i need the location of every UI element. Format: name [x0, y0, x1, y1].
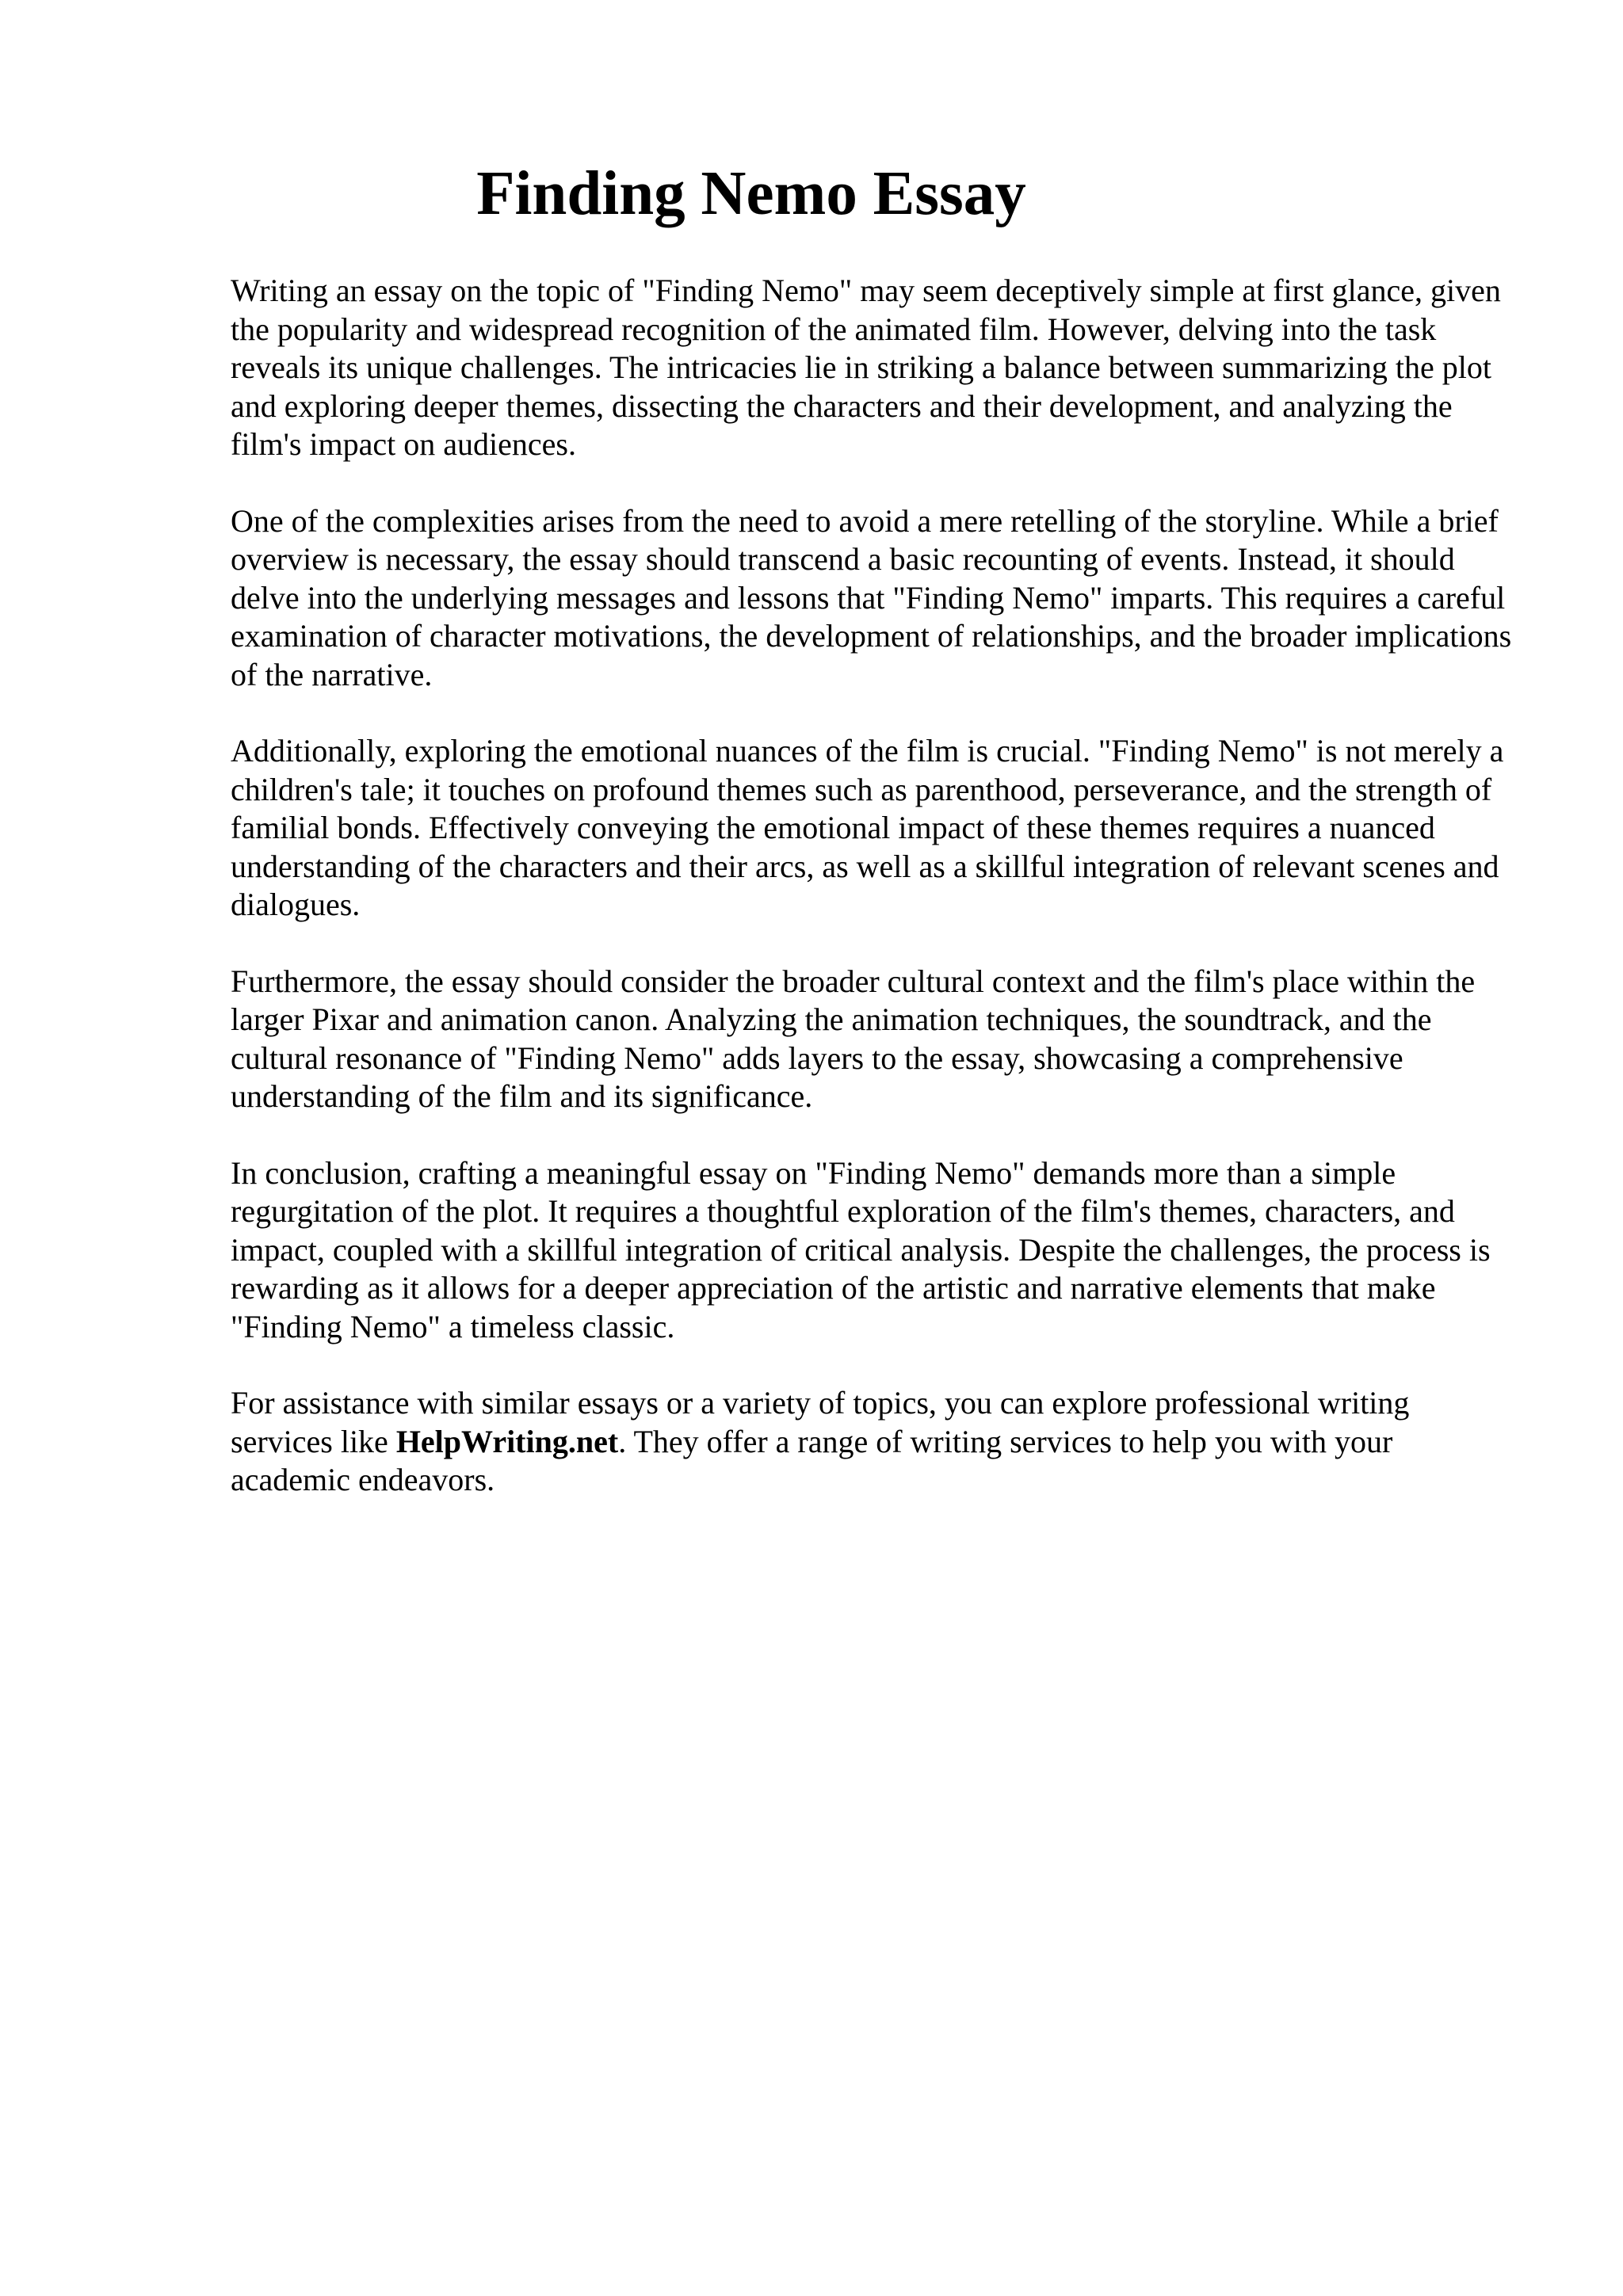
closing-text-after: . They offer a range of writing services to help you with your academic endeavors.	[231, 1423, 1393, 1497]
paragraph-3: Additionally, exploring the emotional nuances of the film is crucial. "Finding Nemo" is not merely a children's tale; it touches on profound themes such as parenthood, perseverance, and the strength of familial bonds. Effectively conveying the emotional impact of these themes requires a nuanced understanding of the characters and their arcs, as well as a skillful integration of relevant scenes and dialogues.	[231, 733, 1504, 922]
paragraph-1: Writing an essay on the topic of "Finding Nemo" may seem deceptively simple at first glance, given the popularity and widespread recognition of the animated film. However, delving into the task reveals its unique challenges. The intricacies lie in striking a balance between summarizing the plot and exploring deeper themes, dissecting the characters and their development, and analyzing the film's impact on audiences.	[231, 273, 1501, 462]
paragraph-2: One of the complexities arises from the need to avoid a mere retelling of the storyline. While a brief overview is necessary, the essay should transcend a basic recounting of events. Instead, it should delve into the underlying messages and lessons that "Finding Nemo" imparts. This requires a careful examination of character motivations, the development of relationships, and the broader implications of the narrative.	[231, 502, 1512, 692]
document-title	[0, 154, 1272, 234]
closing-text-before: For assistance with similar essays or a variety of topics, you can explore professional writing services like	[231, 1385, 1410, 1459]
paragraph-5: In conclusion, crafting a meaningful essay on "Finding Nemo" demands more than a simple regurgitation of the plot. It requires a thoughtful exploration of the film's themes, characters, and impact, coupled with a skillful integration of critical analysis. Despite the challenges, the process is rewarding as it allows for a deeper appreciation of the artistic and narrative elements that make "Finding Nemo" a timeless classic.	[231, 1154, 1491, 1344]
document-title-text: Finding Nemo Essay	[476, 159, 1026, 228]
paragraph-4: Furthermore, the essay should consider the broader cultural context and the film's place within the larger Pixar and animation canon. Analyzing the animation techniques, the soundtrack, and the cultural resonance of "Finding Nemo" adds layers to the essay, showcasing a comprehensive understanding of the film and its significance.	[231, 963, 1476, 1114]
helpwriting-brand: HelpWriting.net	[395, 1423, 619, 1459]
closing-paragraph	[231, 1384, 1514, 1500]
